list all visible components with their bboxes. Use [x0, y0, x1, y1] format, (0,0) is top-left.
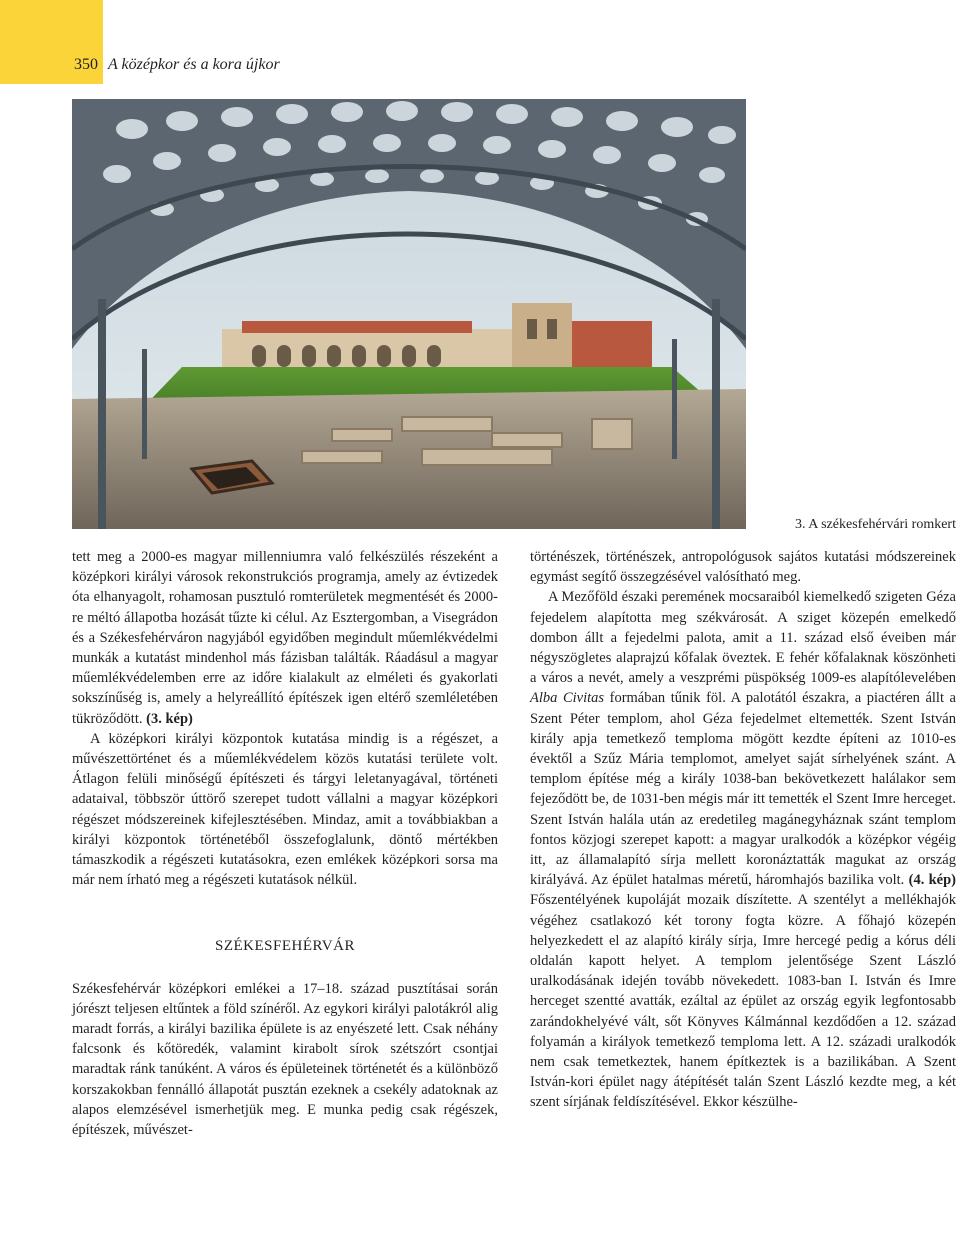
latin-name: Alba Civitas — [530, 690, 605, 707]
left-paragraph-2: A középkori királyi központok kutatása mindig is a régészet, a művészettörténet és a műemlékvédelem közös kutatási területe volt. Átlagon felüli minőségű építészeti és tárgyi leletanyagával, történeti adataival, többször úttörő szerepet tudott vállalni a magyar középkori régészet módszereinek kifejlesztésében. Mindaz, amit a továbbiakban a királyi központok történetéből összefoglalunk, döntő mértékben támaszkodik a régészeti kutatásokra, ezen emlékek középkori sorsa ma már nem írható meg a régészeti kutatások nélkül. — [72, 730, 498, 889]
left-paragraph-1 — [72, 547, 498, 729]
right-paragraph-2 — [530, 587, 956, 1112]
page-number: 350 — [74, 56, 98, 73]
section-heading: SZÉKESFEHÉRVÁR — [215, 938, 355, 955]
right-p2-text-a: A Mezőföld északi peremének mocsaraiból kiemelkedő szigeten Géza fejedelem alapította meg székvárosát. A sziget közepén emelkedő dombon állt a fejedelmi palota, amit a 11. század első éveiben már négyszögletes alaprajzú kőfalak öveztek. E fehér kőfalaknak köszönheti a város a nevét, amely a veszprémi püspökség 1009-es alapítólevelében — [530, 589, 956, 687]
right-column — [530, 547, 956, 1113]
ruin-garden-photo — [72, 99, 746, 529]
right-paragraph-1: történészek, történészek, antropológusok sajátos kutatási módszereinek egymást segítő összegzésével valósítható meg. — [530, 549, 956, 586]
ruin-garden-illustration — [72, 99, 746, 529]
running-header — [74, 56, 280, 74]
figure-caption: 3. A székesfehérvári romkert — [795, 517, 956, 532]
right-p2-text-b: formában tűnik föl. A palotától északra, a piactéren állt a Szent Péter templom, ahol Géza fejedelmet eltemették. Szent István király apja temetkező temploma mögött kezdte építeni az 1010-es évektől a Szűz Mária templomot, amelyet saját sírhelyének szánt. A templom építése még a király 1038-ban bekövetkezett halálakor sem fejeződött be, de 1031-ben mégis már itt temették el Szent Imre herceget. Szent István halála után az eredetileg magánegyháznak szánt templom fontos közjogi szerepet kapott: a magyar uralkodók a középkor végéig itt, az államalapító sírja mellett koronáztatták magukat az ország királyává. Az épület hatalmas méretű, háromhajós bazilika volt. — [530, 690, 956, 889]
figure-ref-4: (4. kép) — [908, 872, 956, 889]
left-p1-text: tett meg a 2000-es magyar millenniumra való felkészülés részeként a középkori királyi városok rekonstrukciós programja, amely az évtizedek óta elhanyagolt, rohamosan pusztuló romterületek megmentését és 2000-re méltó állapotba hozását tűzte ki célul. Az Esztergomban, a Visegrádon és a Székesfehérváron nagyjából egyidőben megindult műemlékvédelmi munkák a kutatást mindenhol más fázisban találták. Ráadásul a magyar műemlékvédelemben erre az időre kialakult az elméleti és gyakorlati sokszínűség is, amely a helyreállító építészek igen eltérő szemléletében tükröződött. — [72, 549, 498, 727]
left-paragraph-3: Székesfehérvár középkori emlékei a 17–18. század pusztításai során jórészt teljesen eltűntek a föld színéről. Az egykori királyi palotákról alig maradt forrás, a királyi bazilika épülete is az enyészeté lett. Csak néhány falcsonk és kőtöredék, valamint kirabolt sírok szétszórt csontjai maradtak ránk tanúként. A város és épületeinek történetét és a különböző korszakokban fennálló állapotát pusztán ezeknek a csekély adatoknak az alapos elemzésével ismerhetjük meg. E munka pedig csak régészek, építészek, művészet- — [72, 980, 498, 1139]
right-p2-text-c: Főszentélyének kupoláját mozaik díszítette. A szentélyt a mellékhajók végéhez csatlakozó két torony fogta közre. A főhajó közepén helyezkedett el az alapító király sírja, Imre hercegé pedig a kórus déli oldalán kapott helyet. A templom jelentősége Szent László uralkodásának idején tovább növekedett. 1083-ban I. István és Imre herceget szentté avatták, ezáltal az épület az ország egyik legfontosabb zarándokhelyévé vált, sőt Könyves Kálmánnal kezdődően a 12. század folyamán a királyok temetkező temploma lett. A 12. századi uralkodók nem csak temetkeztek, hanem építkeztek is a bazilikában. A Szent István-kori épület nagy átépítését talán Szent László kezdte meg, a két szent sírjának feldíszítésével. Ekkor készülhe- — [530, 892, 956, 1111]
left-column — [72, 547, 498, 1140]
figure-ref-3: (3. kép) — [146, 710, 193, 727]
section-title: A középkor és a kora újkor — [108, 56, 280, 73]
